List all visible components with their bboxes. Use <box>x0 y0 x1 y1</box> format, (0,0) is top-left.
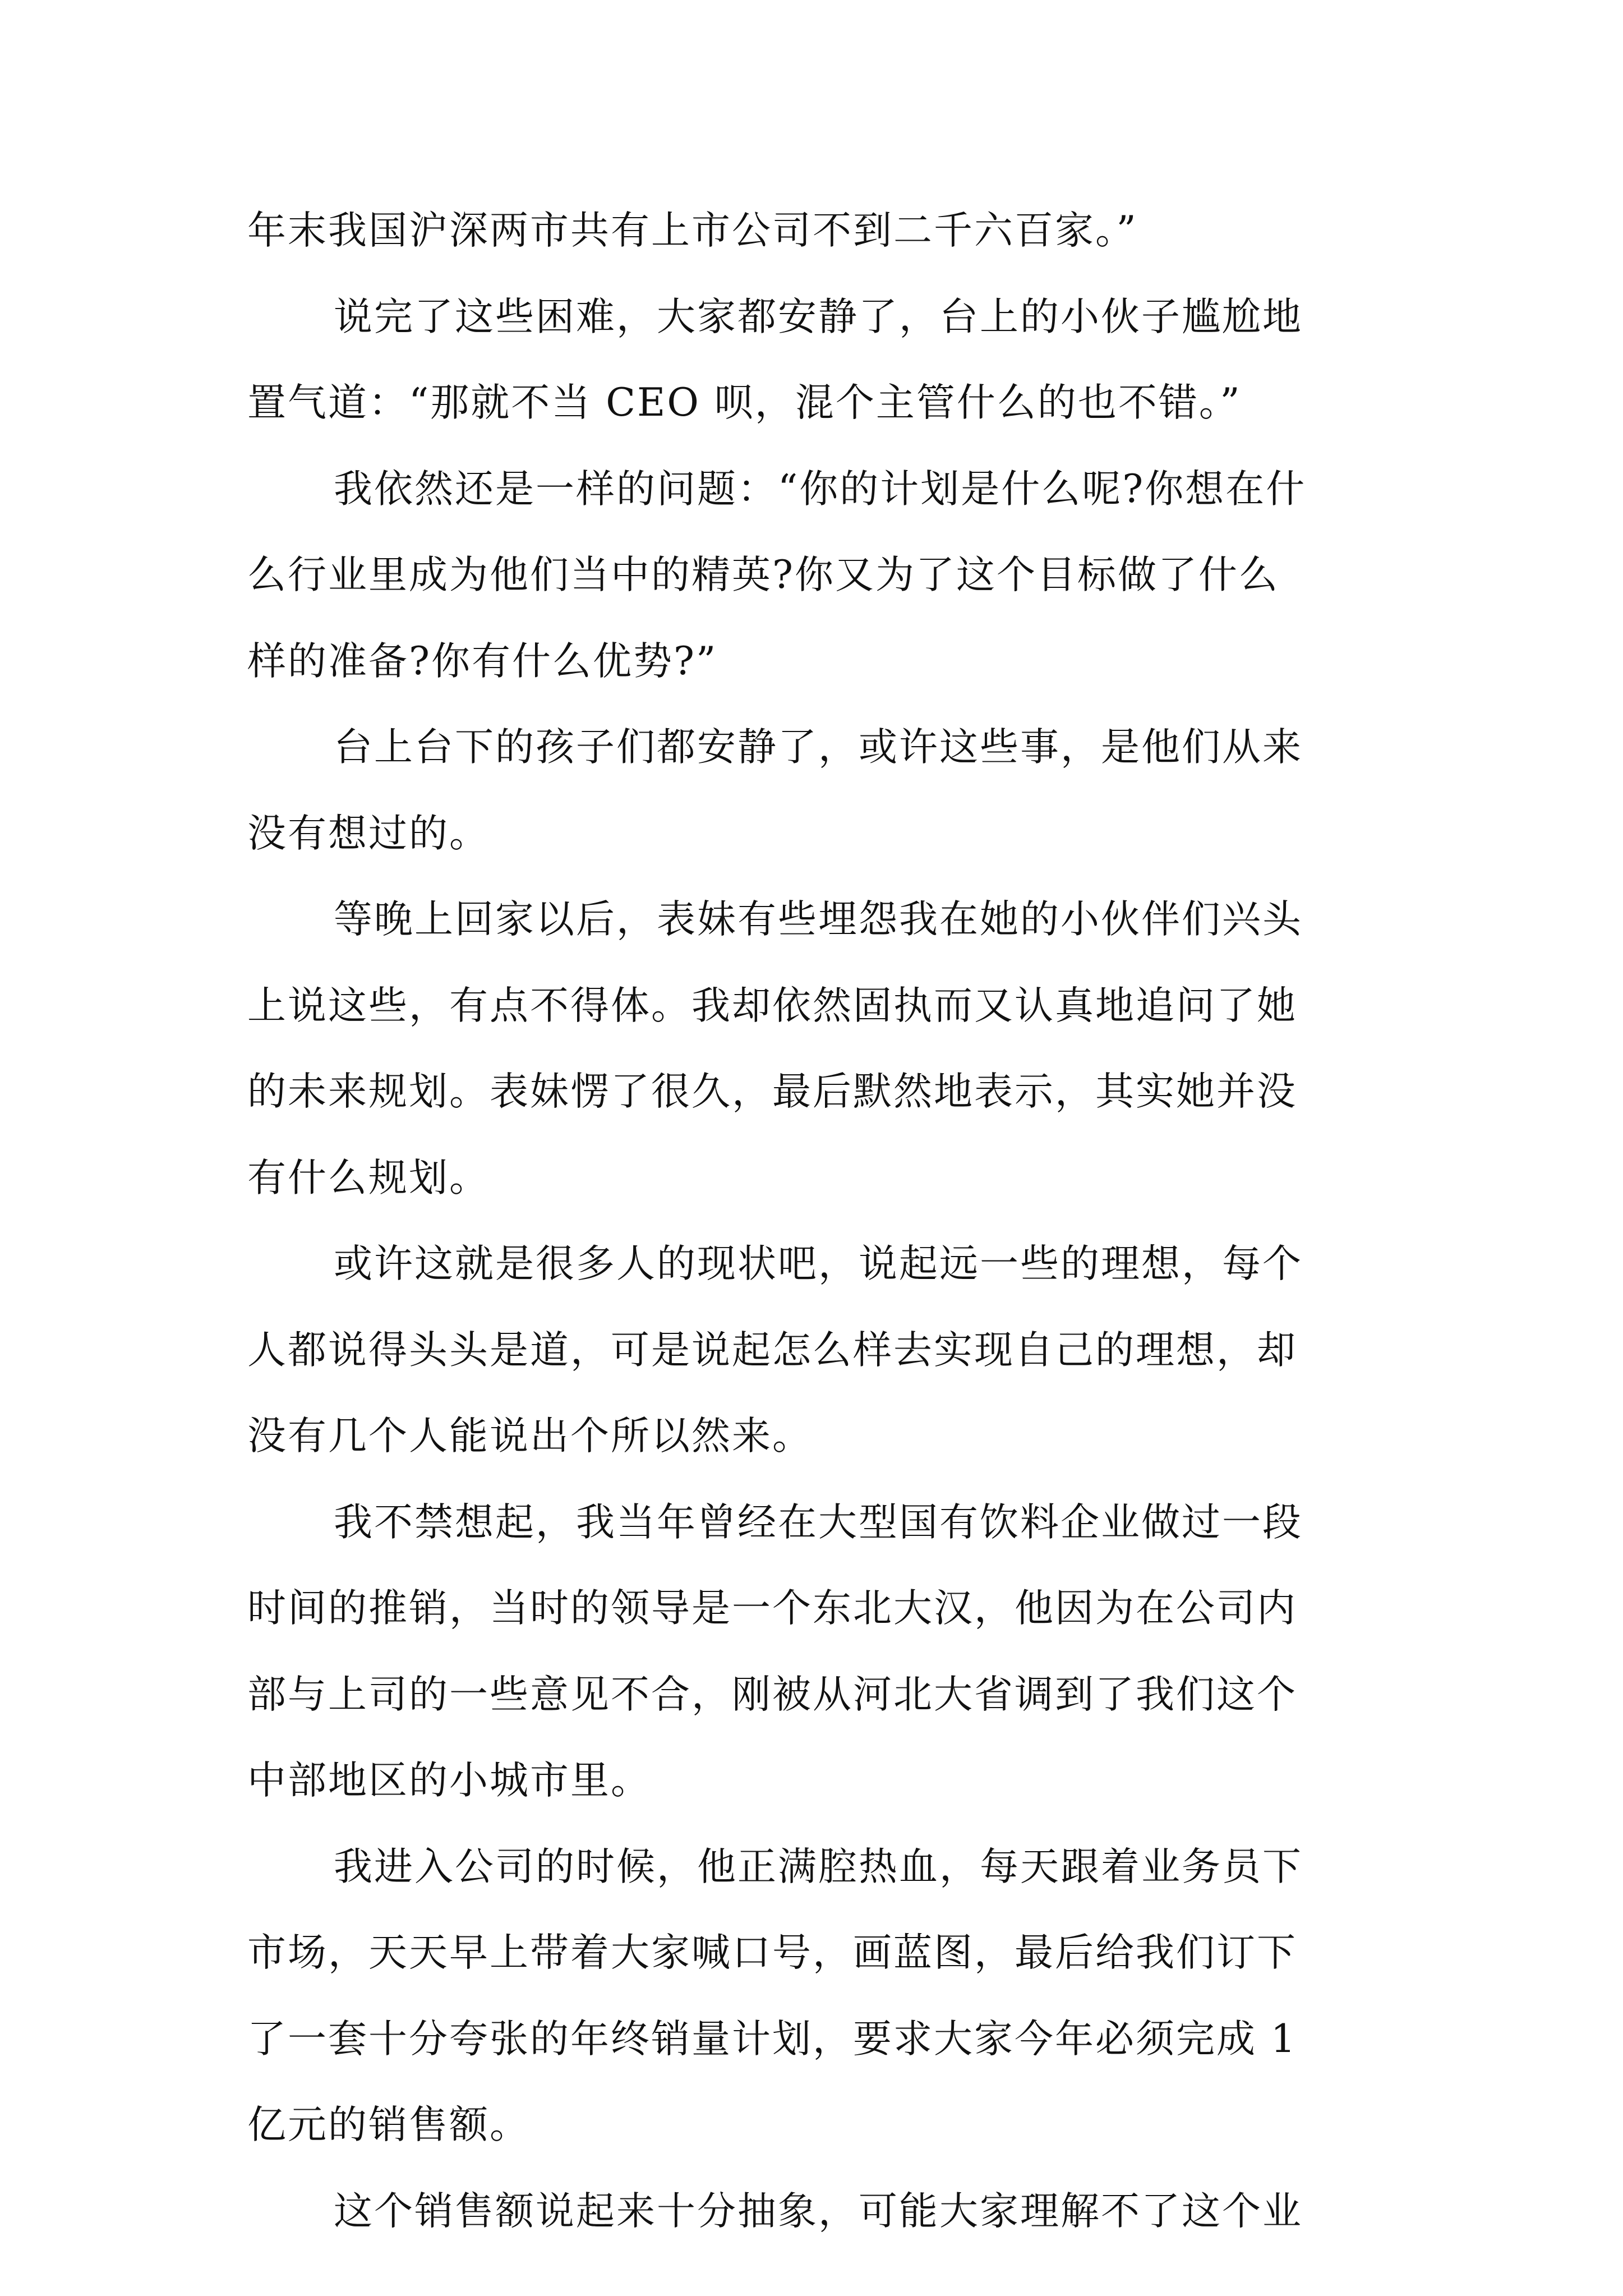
text-line: 亿元的销售额。 <box>247 2102 530 2147</box>
text-line: 或许这就是很多人的现状吧，说起远一些的理想，每个 <box>334 1241 1303 1286</box>
text-line: 上说这些，有点不得体。我却依然固执而又认真地追问了她 <box>247 983 1297 1028</box>
body-text <box>247 188 1380 2254</box>
text-line: 台上台下的孩子们都安静了，或许这些事，是他们从来 <box>334 725 1303 770</box>
text-line: 人都说得头头是道，可是说起怎么样去实现自己的理想，却 <box>247 1327 1297 1373</box>
text-line: 没有几个人能说出个所以然来。 <box>247 1414 813 1458</box>
text-line: 了一套十分夸张的年终销量计划，要求大家今年必须完成 1 <box>247 2016 1297 2062</box>
text-line: 我依然还是一样的问题：“你的计划是什么呢?你想在什 <box>334 466 1307 512</box>
text-line: 这个销售额说起来十分抽象，可能大家理解不了这个业 <box>334 2188 1303 2234</box>
text-line: 置气道：“那就不当 CEO 呗，混个主管什么的也不错。” <box>247 380 1242 425</box>
text-line: 市场，天天早上带着大家喊口号，画蓝图，最后给我们订下 <box>247 1930 1297 1975</box>
text-line: 的未来规划。表妹愣了很久，最后默然地表示，其实她并没 <box>247 1069 1297 1114</box>
text-line: 有什么规划。 <box>247 1155 490 1200</box>
text-line: 时间的推销，当时的领导是一个东北大汉，他因为在公司内 <box>247 1586 1297 1631</box>
text-line: 年末我国沪深两市共有上市公司不到二千六百家。” <box>247 208 1138 253</box>
text-line: 中部地区的小城市里。 <box>247 1758 651 1803</box>
text-line: 我不禁想起，我当年曾经在大型国有饮料企业做过一段 <box>334 1499 1303 1545</box>
text-line: 等晚上回家以后，表妹有些埋怨我在她的小伙伴们兴头 <box>334 897 1303 942</box>
text-line: 我进入公司的时候，他正满腔热血，每天跟着业务员下 <box>334 1844 1303 1889</box>
text-line: 说完了这些困难，大家都安静了，台上的小伙子尴尬地 <box>334 294 1303 339</box>
text-line: 没有想过的。 <box>247 811 490 856</box>
text-line: 样的准备?你有什么优势?” <box>247 638 718 684</box>
text-line: 么行业里成为他们当中的精英?你又为了这个目标做了什么 <box>247 553 1279 597</box>
text-line: 部与上司的一些意见不合，刚被从河北大省调到了我们这个 <box>247 1672 1297 1717</box>
